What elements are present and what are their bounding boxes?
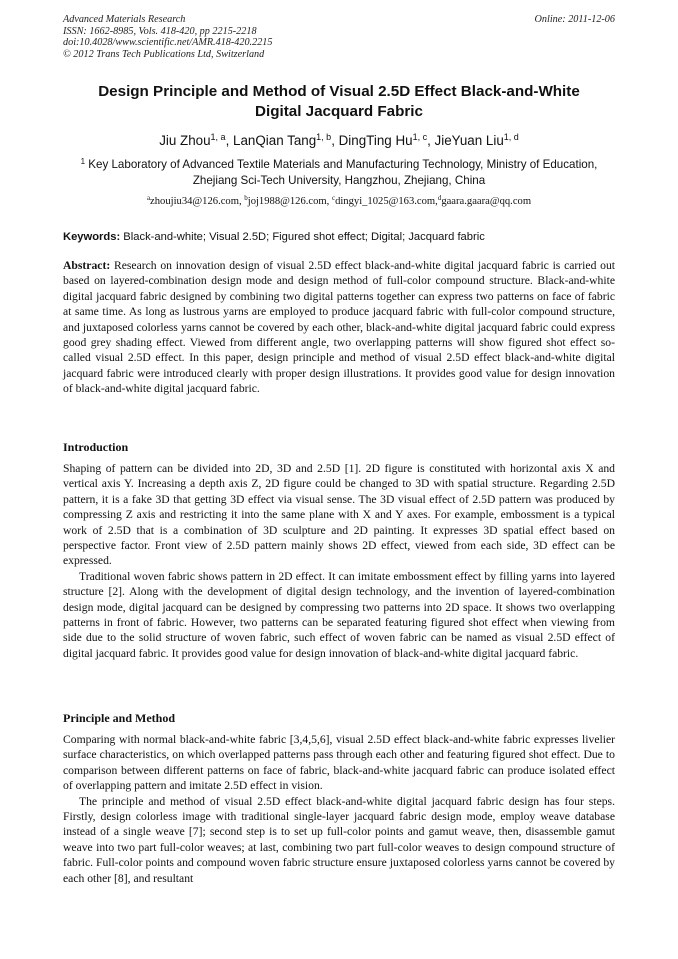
issn-line: ISSN: 1662-8985, Vols. 418-420, pp 2215-2218 <box>63 25 257 37</box>
affiliation-text: Key Laboratory of Advanced Textile Materials and Manufacturing Technology, Ministry of Education, Zhejiang Sci-Tech University, Hangzhou, Zhejiang, China <box>88 158 598 187</box>
email-mark: c <box>331 194 336 202</box>
email-address: zhoujiu34@126.com, <box>150 196 245 207</box>
online-date: Online: 2011-12-06 <box>534 14 615 25</box>
email-address: dingyi_1025@163.com, <box>335 196 438 207</box>
author-name: LanQian Tang <box>233 133 317 148</box>
title-line-1: Design Principle and Method of Visual 2.5D Effect Black-and-White <box>98 83 580 100</box>
affiliation-mark: 1 <box>80 157 86 166</box>
author-affiliation-mark: 1, b <box>316 132 332 142</box>
email-address: gaara.gaara@qq.com <box>441 196 532 207</box>
copyright-line: © 2012 Trans Tech Publications Ltd, Switzerland <box>63 48 265 60</box>
affiliation <box>70 157 608 188</box>
keywords-label: Keywords: <box>63 231 121 243</box>
paragraph: The principle and method of visual 2.5D effect black-and-white digital jacquard fabric design has four steps. Firstly, design colorless image with traditional single-layer jacquard fabric design mode, employ weave database instead of a single weave [7]; second step is to set up full-color points and gamut weave, then, disassemble gamut weave into two part full-color weaves; at last, combining two part full-color weaves to design compound structure of fabric. Full-color points and compound woven fabric structure ensure juxtaposed colorless yarns cannot be covered by each other [8], and resultant <box>63 794 615 885</box>
paper-title <box>60 82 618 122</box>
author-affiliation-mark: 1, d <box>503 132 519 142</box>
author-name: DingTing Hu <box>338 133 413 148</box>
email-address: joj1988@126.com, <box>247 196 332 207</box>
author-name: Jiu Zhou <box>159 133 211 148</box>
email-mark: d <box>437 194 442 202</box>
author-affiliation-mark: 1, a <box>210 132 226 142</box>
author-name: JieYuan Liu <box>434 133 504 148</box>
author-emails <box>60 195 618 208</box>
keywords <box>63 230 615 244</box>
abstract-label: Abstract: <box>63 259 111 272</box>
paragraph: Traditional woven fabric shows pattern in 2D effect. It can imitate embossment effect by filling yarns into layered structure [2]. Along with the development of digital design technology, and the invention of layered-combination design mode, digital jacquard can be designed by compressing two patterns into 2D space. It shows two overlapping patterns in front of fabric. However, two patterns can be separated featuring figured shot effect when viewing from side due to the solid structure of woven fabric, such effect of woven fabric can be named as visual 2.5D effect of digital jacquard fabric. It provides good value for design innovation of black-and-white digital jacquard fabric. <box>63 569 615 660</box>
introduction-body <box>63 461 615 661</box>
doi-line: doi:10.4028/www.scientific.net/AMR.418-420.2215 <box>63 37 273 49</box>
abstract <box>63 258 615 397</box>
journal-name: Advanced Materials Research <box>63 14 186 25</box>
principle-body <box>63 732 615 886</box>
email-mark: a <box>146 194 151 202</box>
abstract-text: Research on innovation design of visual 2.5D effect black-and-white digital jacquard fabric is carried out based on layered-combination design mode and design method of full-color compound structure. Black-and-white digital jacquard fabric designed by combining two digital patterns together can express two patterns on face of fabric at same time. As long as lustrous yarns are employed to produce jacquard fabric with full-color compound structure, and juxtaposed colorless yarns cannot be covered by each other, black-and-white digital jacquard fabric could express good grey shading effect. Viewed from different angle, two overlapping patterns will show figured shot effect so-called visual 2.5D effect. In this paper, design principle and method of visual 2.5D effect black-and-white digital jacquard fabric were introduced clearly with proper design illustrations. It provides good value for design innovation of black-and-white digital jacquard fabric. <box>63 259 615 396</box>
publication-info <box>63 14 272 60</box>
author-affiliation-mark: 1, c <box>412 132 428 142</box>
section-heading-principle: Principle and Method <box>63 711 176 725</box>
paragraph: Comparing with normal black-and-white fabric [3,4,5,6], visual 2.5D effect black-and-white fabric expresses livelier surface characteristics, on which overlapped patterns pass through each other and featuring figured shot effect. Due to comparison between different patterns on face of fabric, black-and-white jacquard fabric can produce isolated effect of overlapping pattern and imitate 2.5D effect in vision. <box>63 733 615 793</box>
keywords-text: Black-and-white; Visual 2.5D; Figured shot effect; Digital; Jacquard fabric <box>120 231 485 243</box>
author-list: Jiu Zhou$^{1, a}$, LanQian Tang$^{1, b}$, DingTing Hu$^{1, c}$, JieYuan Liu$^{1, d}$ <box>159 132 519 148</box>
section-heading-introduction: Introduction <box>63 440 129 454</box>
title-line-2: Digital Jacquard Fabric <box>255 103 423 120</box>
paragraph: Shaping of pattern can be divided into 2D, 3D and 2.5D [1]. 2D figure is constituted with horizontal axis X and vertical axis Y. Increasing a depth axis Z, 2D figure could be changed to 3D with spatial structure. Regarding 2.5D pattern, it is a fake 3D that getting 3D effect via visual sense. The 3D visual effect of 2.5D pattern was produced by compressing Z axis and restricting it into the same plane with X and Y axes. For example, embossment is a typical work of 2.5D that is a combination of 3D sculpture and 2D painting. It expresses 3D spatial effect based on perspective factor. Front view of 2.5D pattern mainly shows 2D effect, viewed from each side, 3D effect can be expressed. <box>63 462 615 568</box>
email-mark: b <box>244 194 248 202</box>
